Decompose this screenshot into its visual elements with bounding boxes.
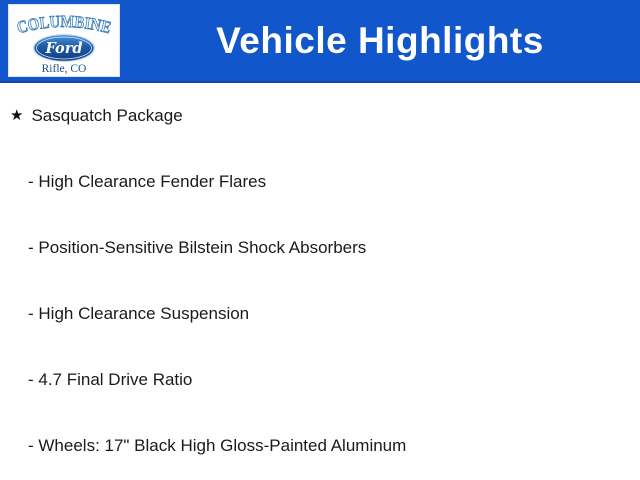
highlights-section xyxy=(0,83,640,456)
feature-item: - High Clearance Suspension xyxy=(28,304,250,323)
dealer-name-text: COLUMBINE xyxy=(14,11,115,38)
page-title: Vehicle Highlights xyxy=(216,19,544,61)
dealer-logo xyxy=(8,4,120,77)
dealer-logo-graphic xyxy=(9,5,119,76)
feature-item: - Position-Sensitive Bilstein Shock Absorbers xyxy=(28,238,367,257)
header-bar xyxy=(0,0,640,83)
dealer-location-text: Rifle, CO xyxy=(41,63,87,75)
feature-item: - High Clearance Fender Flares xyxy=(28,172,267,191)
feature-item: - 4.7 Final Drive Ratio xyxy=(28,370,193,389)
package-heading xyxy=(10,106,630,126)
star-icon: ★ xyxy=(10,107,24,124)
header-title-area xyxy=(120,0,640,81)
feature-item: - Wheels: 17" Black High Gloss-Painted Aluminum xyxy=(28,436,407,455)
package-title-label: Sasquatch Package xyxy=(31,106,183,125)
ford-script-text: Ford xyxy=(45,40,83,57)
ford-oval-logo xyxy=(33,34,95,62)
